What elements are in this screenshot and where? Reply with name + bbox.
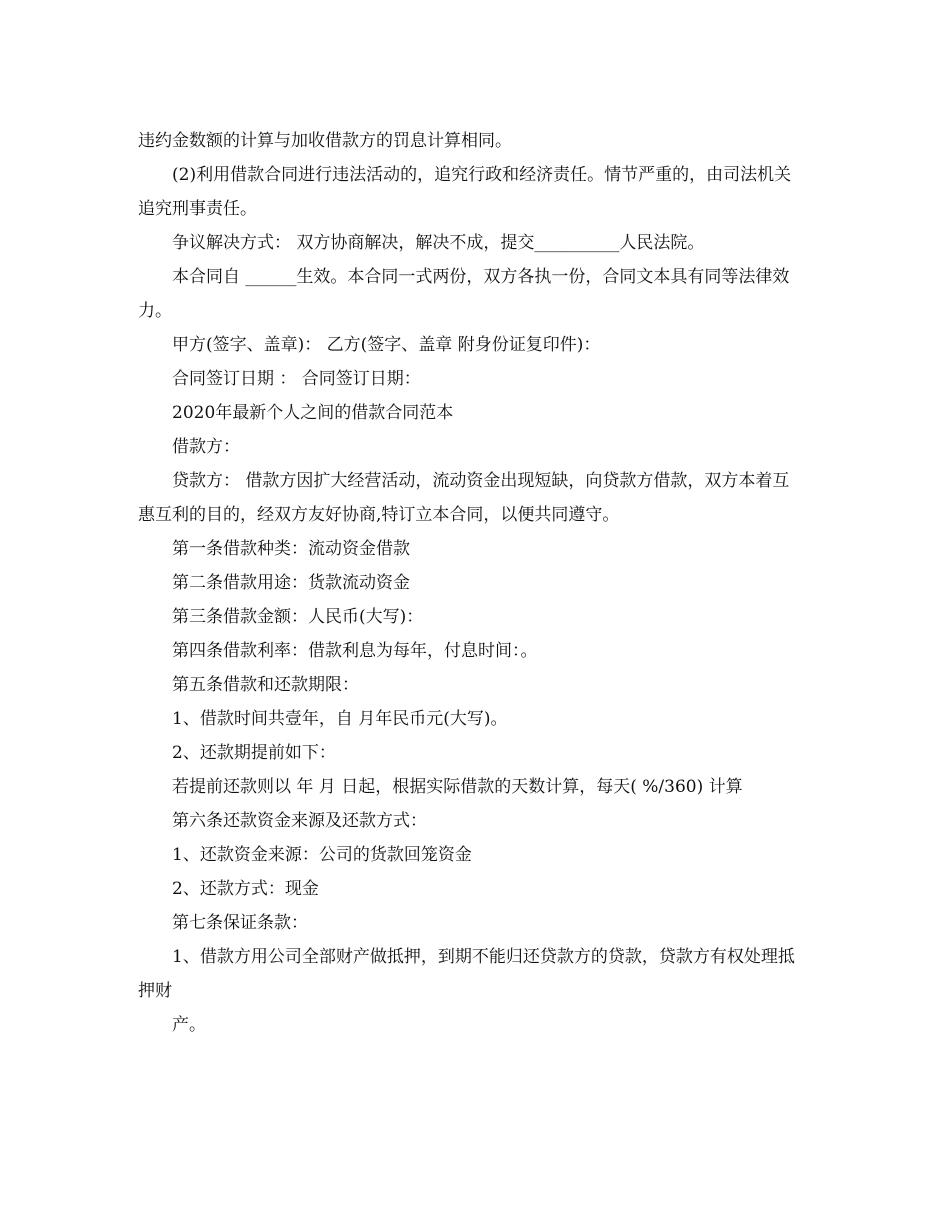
paragraph-article-7-item-1: 1、借款方用公司全部财产做抵押，到期不能归还贷款方的贷款，贷款方有权处理抵押财 [138, 947, 795, 1001]
paragraph-article-6-item-2: 2、还款方式：现金 [172, 879, 319, 899]
paragraph-article-6-item-1: 1、还款资金来源：公司的货款回笼资金 [172, 845, 472, 865]
paragraph-article-7-item-1-tail: 产。 [172, 1015, 206, 1035]
paragraph-early-repayment: 若提前还款则以 年 月 日起，根据实际借款的天数计算，每天( %/360) 计算 [172, 777, 743, 797]
paragraph-article-5-item-2: 2、还款期提前如下： [172, 743, 336, 763]
paragraph-dispute-resolution: 争议解决方式： 双方协商解决，解决不成，提交__________人民法院。 [172, 233, 705, 253]
paragraph-article-5-item-1: 1、借款时间共壹年，自 月年民币元(大写)。 [172, 709, 508, 729]
paragraph-borrower: 借款方： [172, 437, 240, 457]
paragraph-lender-intro: 贷款方： 借款方因扩大经营活动，流动资金出现短缺，向贷款方借款，双方本着互惠互利的目的，经双方友好协商,特订立本合同，以便共同遵守。 [138, 471, 790, 525]
paragraph-article-1: 第一条借款种类：流动资金借款 [172, 539, 410, 559]
paragraph-penalty-calculation: 违约金数额的计算与加收借款方的罚息计算相同。 [138, 131, 512, 151]
paragraph-article-4: 第四条借款利率：借款利息为每年，付息时间：。 [172, 641, 538, 661]
paragraph-article-6: 第六条还款资金来源及还款方式： [172, 811, 427, 831]
paragraph-illegal-use: (2)利用借款合同进行违法活动的，追究行政和经济责任。情节严重的，由司法机关追究刑事责任。 [138, 165, 792, 219]
paragraph-signatures: 甲方(签字、盖章)： 乙方(签字、盖章 附身份证复印件)： [172, 335, 601, 355]
paragraph-article-7: 第七条保证条款： [172, 913, 308, 933]
paragraph-article-3: 第三条借款金额：人民币(大写)： [172, 607, 424, 627]
paragraph-article-2: 第二条借款用途：货款流动资金 [172, 573, 410, 593]
paragraph-signing-dates: 合同签订日期 ： 合同签订日期： [172, 369, 421, 389]
paragraph-article-5: 第五条借款和还款期限： [172, 675, 359, 695]
document-body [138, 124, 802, 1042]
paragraph-effective-date: 本合同自 ______生效。本合同一式两份，双方各执一份，合同文本具有同等法律效力。 [138, 267, 790, 321]
paragraph-contract-title: 2020年最新个人之间的借款合同范本 [172, 403, 454, 423]
